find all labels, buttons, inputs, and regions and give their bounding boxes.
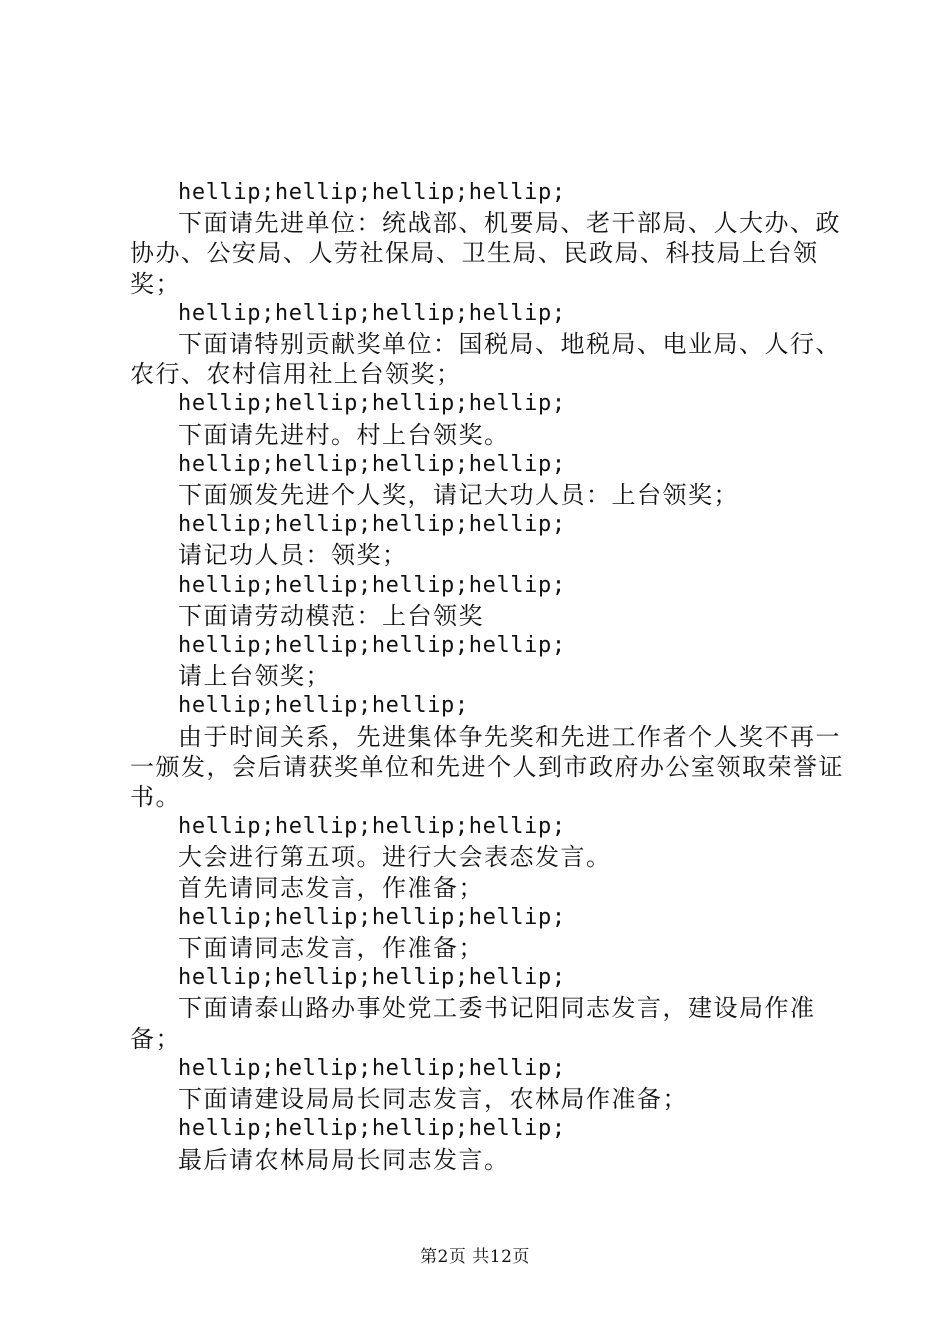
document-body (130, 178, 850, 1175)
ellipsis-line: hellip;hellip;hellip;hellip; (178, 391, 566, 417)
body-paragraph: 由于时间关系，先进集体争先奖和先进工作者个人奖不再一一颁发，会后请获奖单位和先进个人到市政府办公室领取荣誉证书。 (130, 722, 844, 812)
body-paragraph: 下面请建设局局长同志发言，农林局作准备； (178, 1085, 688, 1114)
page-footer: 第2页 共12页 (420, 1247, 530, 1267)
ellipsis-line: hellip;hellip;hellip;hellip; (178, 451, 566, 477)
ellipsis-line: hellip;hellip;hellip; (178, 693, 469, 719)
body-paragraph: 下面请劳动模范：上台领奖 (178, 601, 484, 630)
ellipsis-line: hellip;hellip;hellip;hellip; (178, 300, 566, 326)
ellipsis-line: hellip;hellip;hellip;hellip; (178, 965, 566, 991)
body-paragraph: 下面请特别贡献奖单位：国税局、地税局、电业局、人行、农行、农村信用社上台领奖； (130, 330, 841, 389)
body-paragraph: 下面颁发先进个人奖，请记大功人员：上台领奖； (178, 481, 739, 510)
body-paragraph: 最后请农林局局长同志发言。 (178, 1145, 510, 1174)
body-paragraph: 大会进行第五项。进行大会表态发言。 (178, 843, 612, 872)
body-paragraph: 下面请先进村。村上台领奖。 (178, 420, 510, 449)
ellipsis-line: hellip;hellip;hellip;hellip; (178, 180, 566, 205)
body-paragraph: 下面请同志发言，作准备； (178, 934, 484, 963)
ellipsis-line: hellip;hellip;hellip;hellip; (178, 633, 566, 659)
body-paragraph: 首先请同志发言，作准备； (178, 873, 484, 902)
ellipsis-line: hellip;hellip;hellip;hellip; (178, 572, 566, 598)
ellipsis-line: hellip;hellip;hellip;hellip; (178, 814, 566, 840)
ellipsis-line: hellip;hellip;hellip;hellip; (178, 512, 566, 538)
ellipsis-line: hellip;hellip;hellip;hellip; (178, 1055, 566, 1081)
body-paragraph: 请记功人员：领奖； (178, 541, 408, 570)
body-paragraph: 下面请先进单位：统战部、机要局、老干部局、人大办、政协办、公安局、人劳社保局、卫生局、民政局、科技局上台领奖； (130, 209, 841, 298)
ellipsis-line: hellip;hellip;hellip;hellip; (178, 1116, 566, 1142)
ellipsis-line: hellip;hellip;hellip;hellip; (178, 904, 566, 930)
body-paragraph: 下面请泰山路办事处党工委书记阳同志发言，建设局作准备； (130, 994, 816, 1053)
body-paragraph: 请上台领奖； (178, 662, 331, 691)
